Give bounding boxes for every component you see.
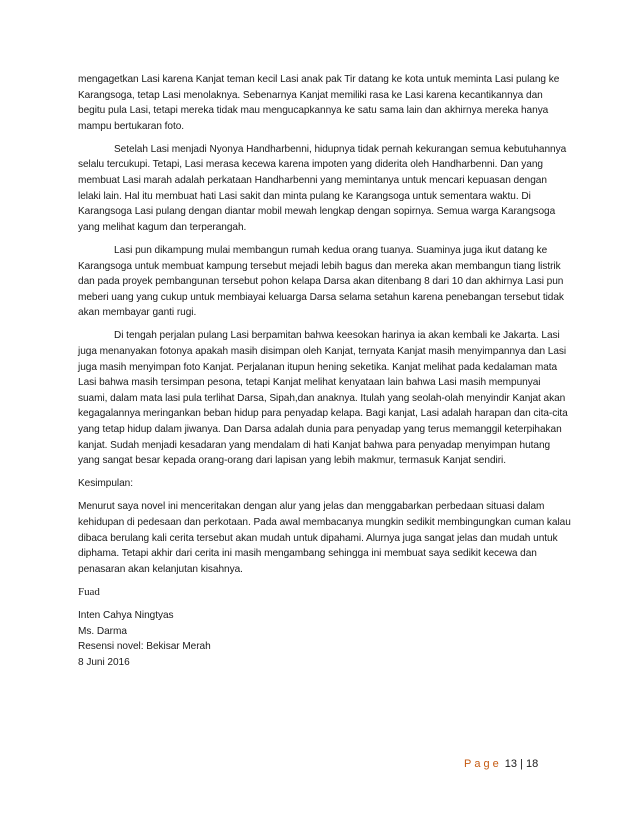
document-page: [78, 72, 572, 670]
paragraph-story-4: Di tengah perjalan pulang Lasi berpamitan bahwa keesokan harinya ia akan kembali ke Jakarta. Lasi juga menanyakan fotonya apakah masih disimpan oleh Kanjat, ternyata Kanjat masih menyimpannya dan Lasi juga masih menyimpan foto Kanjat. Perjalanan itupun hening seketika. Kanjat melihat pada kedalaman mata Lasi bahwa masih tersimpan pesona, tetapi Kanjat melihat kenyataan lain bahwa Lasi masih mempunyai suami, dalam mata lasi pula terlihat Darsa, Sipah,dan anaknya. Itulah yang seolah-olah menyindir Kanjat akan kegagalannya meringankan beban hidup para penyadap kelapa. Bagi kanjat, Lasi adalah harapan dan cita-cita yang tetap hidup dalam jiwanya. Dan Darsa adalah dunia para penyadap yang terus memanggil keterpihakan kanjat. Sudah menjadi kesadaran yang mendalam di hati Kanjat bahwa para penyadap menyimpan hutang yang sangat besar kepada orang-orang dari lapisan yang lebih makmur, termasuk Kanjat sendiri.: [78, 330, 568, 467]
signature-name: Inten Cahya Ningtyas: [78, 609, 174, 621]
signature-recipient: Ms. Darma: [78, 625, 127, 637]
footer-total-pages: 18: [526, 758, 539, 770]
footer-page-word: Page: [464, 758, 502, 770]
signature-date: 8 Juni 2016: [78, 656, 130, 668]
conclusion-text: Menurut saya novel ini menceritakan dengan alur yang jelas dan menggabarkan perbedaan situasi dalam kehidupan di pedesaan dan perkotaan. Pada awal membacanya mungkin sedikit membingungkan cuman kalau dibaca berulang kali cerita tersebut akan mudah untuk dipahami. Alurnya juga sangat jelas dan mudah untuk diphama. Tetapi akhir dari cerita ini masih mengambang sehingga ini membuat saya sedikit kecewa dan penasaran akan kelanjutan kisahnya.: [78, 501, 571, 575]
footer-current-page: 13: [504, 758, 518, 770]
paragraph-story-2: Setelah Lasi menjadi Nyonya Handharbenni, hidupnya tidak pernah kekurangan semua kebutuhannya selalu tercukupi. Tetapi, Lasi merasa kecewa karena impoten yang diderita oleh Handharbenni. Dan yang membuat Lasi marah adalah perkataan Handharbenni yang memintanya untuk mencari kepuasan dengan lelaki lain. Hal itu membuat hati Lasi sakit dan minta pulang ke Karangsoga untuk sementara waktu. Di Karangsoga Lasi pulang dengan diantar mobil mewah lengkap dengan sopirnya. Semua warga Karangsoga yang melihat kagum dan terperangah.: [78, 143, 567, 233]
paragraph-story-3: Lasi pun dikampung mulai membangun rumah kedua orang tuanya. Suaminya juga ikut datang ke Karangsoga untuk membuat kampung tersebut mejadi lebih bagus dan mereka akan membangun tiang listrik dan pada proyek pembangunan tersebut pohon kelapa Darsa akan ditenbang 8 dari 10 dan akhirnya Lasi pun meberi uang yang cukup untuk membiayai keluarga Darsa selama setahun karena penebangan tersebut tidak akan membayar ganti rugi.: [78, 244, 564, 319]
signature-block: [78, 608, 572, 670]
paragraph-story-1: mengagetkan Lasi karena Kanjat teman kecil Lasi anak pak Tir datang ke kota untuk meminta Lasi pulang ke Karangsoga, tetap Lasi menolaknya. Sebenarnya Kanjat memiliki rasa ke Lasi karena kecantikannya dan begitu pula Lasi, tetapi mereka tidak mau mengucapkannya ke satu sama lain dan akhirnya mereka hanya mampu bertukaran foto.: [78, 74, 560, 132]
page-footer: [464, 758, 538, 770]
author-name: Fuad: [78, 585, 100, 598]
signature-subject: Resensi novel: Bekisar Merah: [78, 641, 211, 653]
conclusion-heading: Kesimpulan:: [78, 478, 133, 490]
footer-separator: |: [520, 758, 523, 770]
